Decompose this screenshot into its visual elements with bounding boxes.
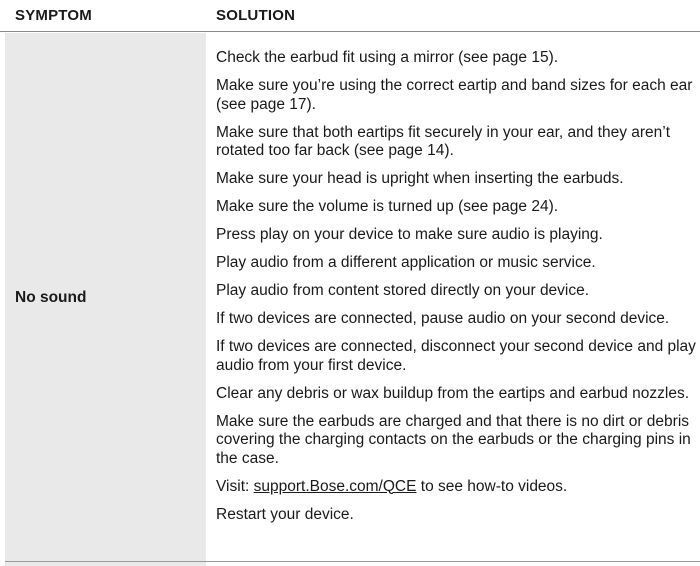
solution-list [216, 49, 696, 534]
solution-item: Make sure your head is upright when inserting the earbuds. [216, 170, 624, 187]
next-symptom-cell [5, 562, 206, 566]
solution-item: Play audio from content stored directly on your device. [216, 282, 590, 299]
solution-item: If two devices are connected, pause audio on your second device. [216, 310, 670, 327]
solution-item: Make sure that both eartips fit securely in your ear, and they aren’t rotated too far back (see page 14). [216, 123, 671, 159]
visit-suffix: to see how-to videos. [416, 477, 568, 495]
solution-column-header: SOLUTION [216, 7, 296, 24]
support-link[interactable]: support.Bose.com/QCE [253, 477, 417, 495]
visit-prefix: Visit: [216, 477, 254, 495]
table-header-row [0, 0, 700, 32]
solution-item: Make sure the earbuds are charged and that there is no dirt or debris covering the charging contacts on the earbuds or the charging pins in the case. [216, 412, 691, 467]
symptom-no-sound: No sound [15, 289, 87, 306]
solution-item: If two devices are connected, disconnect your second device and play audio from your first device. [216, 338, 696, 374]
solution-item: Clear any debris or wax buildup from the eartips and earbud nozzles. [216, 384, 690, 402]
solution-item: Press play on your device to make sure audio is playing. [216, 226, 603, 243]
solution-item: Play audio from a different application or music service. [216, 254, 596, 271]
solution-item-visit [216, 478, 696, 497]
solution-item: Make sure you’re using the correct eartip and band sizes for each ear (see page 17). [216, 77, 693, 113]
solution-item: Check the earbud fit using a mirror (see page 15). [216, 49, 559, 66]
symptom-column-header: SYMPTOM [15, 7, 92, 24]
solution-item: Restart your device. [216, 505, 354, 523]
solution-item: Make sure the volume is turned up (see page 24). [216, 198, 559, 215]
